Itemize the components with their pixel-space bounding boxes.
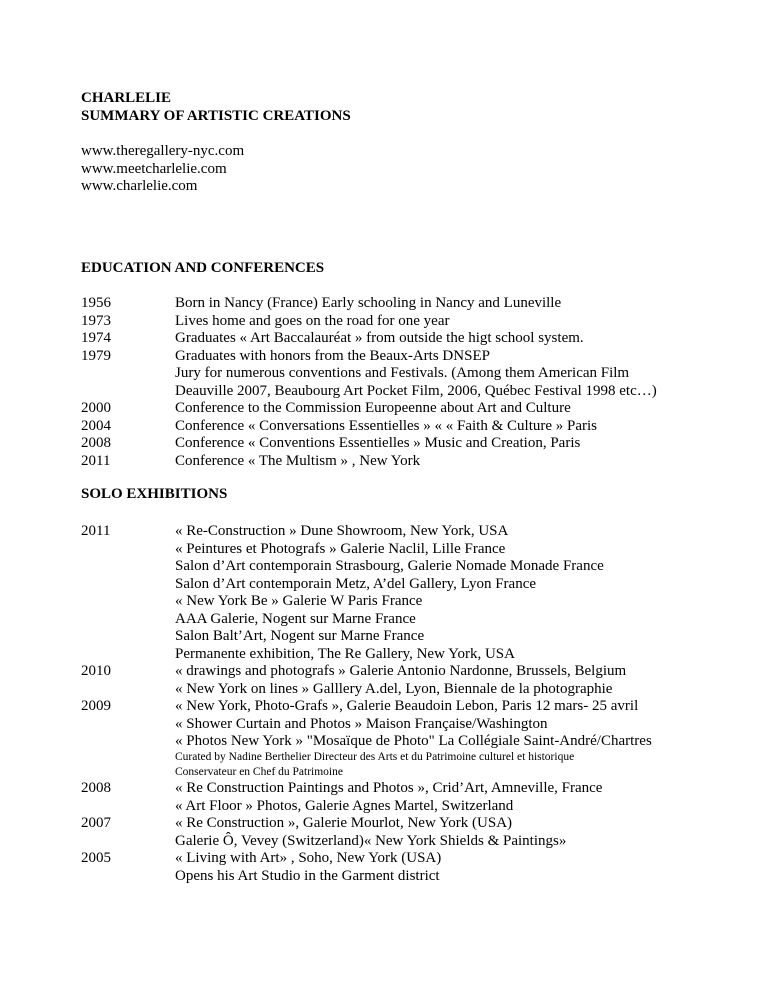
education-heading: EDUCATION AND CONFERENCES [81,260,325,276]
entry-year: 1979 [81,347,111,364]
entry-text: Salon d’Art contemporain Strasbourg, Galerie Nomade Monade France [175,558,604,574]
entry-text: « Re Construction Paintings and Photos », Crid’Art, Amneville, France [175,780,603,796]
entry-text: « Living with Art» , Soho, New York (USA) [175,850,442,866]
entry-text: « Art Floor » Photos, Galerie Agnes Martel, Switzerland [175,797,514,814]
entry-text: « New York, Photo-Grafs », Galerie Beaudoin Lebon, Paris 12 mars- 25 avril [175,698,639,714]
entry-text: « Peintures et Photografs » Galerie Naclil, Lille France [175,540,506,557]
document-title: SUMMARY OF ARTISTIC CREATIONS [81,107,351,124]
entry-text: Conservateur en Chef du Patrimoine [175,766,343,778]
entry-year: 2004 [81,417,111,434]
website-links [81,143,244,196]
entry-year: 1956 [81,295,111,311]
entry-year: 2007 [81,815,111,831]
website-link[interactable]: www.charlelie.com [81,178,198,194]
entry-year: 2011 [81,523,111,539]
entry-year: 2008 [81,435,111,451]
entry-text: Graduates « Art Baccalauréat » from outside the higt school system. [175,330,584,346]
entry-text: « Photos New York » "Mosaïque de Photo" La Collégiale Saint-André/Chartres [175,733,652,749]
entry-text: Born in Nancy (France) Early schooling in Nancy and Luneville [175,295,562,311]
entry-text: Conference to the Commission Europeenne about Art and Culture [175,400,571,416]
entry-year: 1974 [81,330,111,346]
entry-year: 2010 [81,663,111,679]
website-link[interactable]: www.meetcharlelie.com [81,160,227,177]
solo-exhibitions-heading: SOLO EXHIBITIONS [81,486,228,502]
entry-text: Permanente exhibition, The Re Gallery, New York, USA [175,645,515,662]
entry-text: Lives home and goes on the road for one year [175,312,450,329]
entry-text: AAA Galerie, Nogent sur Marne France [175,610,416,627]
entry-text: « Re Construction », Galerie Mourlot, New York (USA) [175,815,513,831]
entry-year: 2000 [81,400,111,416]
entry-text: « Re-Construction » Dune Showroom, New York, USA [175,523,509,539]
entry-text: « New York on lines » Galllery A.del, Lyon, Biennale de la photographie [175,680,613,697]
entry-year: 2009 [81,698,111,714]
entry-text: Salon d’Art contemporain Metz, A’del Gallery, Lyon France [175,575,537,592]
entry-text: « Shower Curtain and Photos » Maison Française/Washington [175,715,548,732]
entry-year: 2011 [81,452,111,469]
entry-text: Conference « The Multism » , New York [175,452,421,469]
entry-text: Curated by Nadine Berthelier Directeur des Arts et du Patrimoine culturel et historique [175,751,575,763]
entry-text: Jury for numerous conventions and Festivals. (Among them American Film [175,365,630,381]
entry-text: « drawings and photografs » Galerie Antonio Nardonne, Brussels, Belgium [175,663,627,679]
entry-text: Conference « Conversations Essentielles » « « Faith & Culture » Paris [175,417,598,434]
entry-text: Graduates with honors from the Beaux-Arts DNSEP [175,347,490,364]
entry-text: Conference « Conventions Essentielles » Music and Creation, Paris [175,435,581,451]
document-header [81,90,351,125]
artist-name: CHARLELIE [81,90,172,106]
entry-year: 2008 [81,780,111,796]
website-link[interactable]: www.theregallery-nyc.com [81,143,245,159]
entry-text: Opens his Art Studio in the Garment district [175,867,440,884]
entry-text: Galerie Ô, Vevey (Switzerland)« New York Shields & Paintings» [175,832,567,849]
entry-year: 2005 [81,850,111,866]
entry-text: Salon Balt’Art, Nogent sur Marne France [175,628,425,644]
entry-text: Deauville 2007, Beaubourg Art Pocket Film, 2006, Québec Festival 1998 etc…) [175,382,657,399]
entry-text: « New York Be » Galerie W Paris France [175,593,423,609]
entry-year: 1973 [81,312,111,329]
